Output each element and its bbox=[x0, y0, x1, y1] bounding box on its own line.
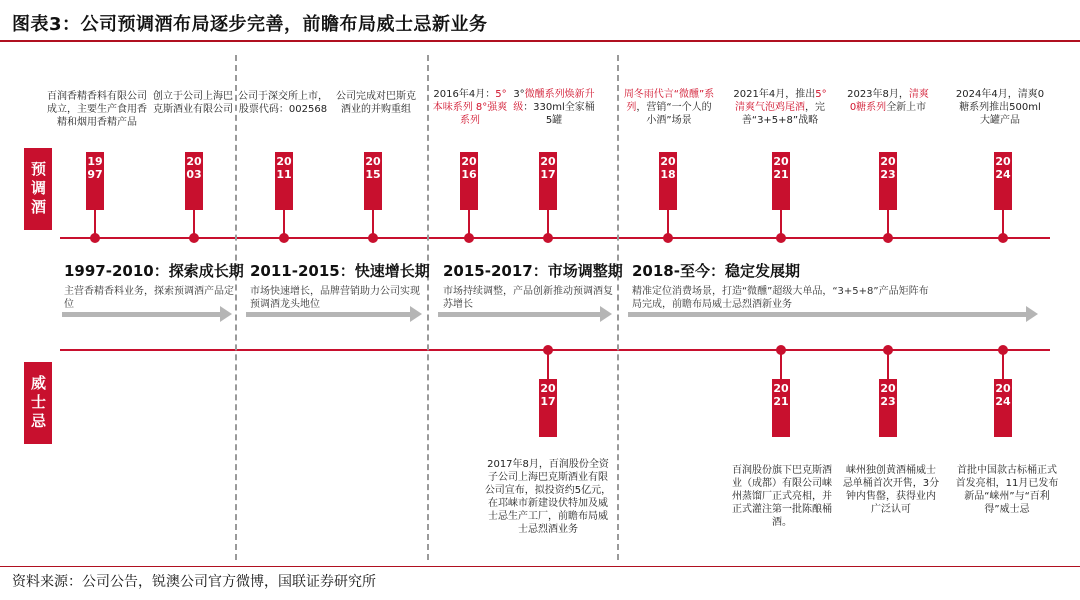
event-2016-highlight: 5°本味系列 8°强爽系列 bbox=[432, 89, 508, 126]
year-box-2011: 2011 bbox=[275, 152, 293, 210]
dot-2017 bbox=[543, 233, 553, 243]
stem-whisky-2024 bbox=[1002, 349, 1004, 379]
dot-2023 bbox=[883, 233, 893, 243]
event-2023-suffix: 全新上市 bbox=[886, 102, 927, 113]
phase-4-title: 2018-至今：稳定发展期 bbox=[632, 262, 800, 280]
phase-1-desc: 主营香精香料业务，探索预调酒产品定位 bbox=[64, 286, 234, 310]
event-2018-highlight: 周冬雨代言“微醺”系列 bbox=[623, 89, 715, 113]
title-rule bbox=[0, 40, 1080, 42]
event-2021-highlight: 5°清爽气泡鸡尾酒 bbox=[735, 89, 827, 113]
whisky-timeline bbox=[60, 349, 1050, 351]
event-note-2003: 创立于公司上海巴克斯酒业有限公司 bbox=[153, 91, 233, 115]
event-2021-suffix: ，完善“3+5+8”战略 bbox=[741, 102, 825, 126]
event-2017-prefix: 3° bbox=[513, 89, 525, 100]
phase-2-arrow-head bbox=[410, 306, 422, 322]
phase-3-title: 2015-2017：市场调整期 bbox=[443, 262, 623, 280]
event-2023-highlight: 清爽0糖系列 bbox=[849, 89, 929, 113]
source-note: 资料来源：公司公告，锐澳公司官方微博，国联证券研究所 bbox=[12, 574, 376, 590]
phase-1-arrow bbox=[62, 312, 222, 317]
whisky-note-2021: 百润股份旗下巴克斯酒业（成都）有限公司崃州蒸馏厂正式亮相，并正式灌注第一批陈酿桶酒。 bbox=[732, 465, 832, 528]
phase-3-desc: 市场持续调整，产品创新推动预调酒复苏增长 bbox=[443, 286, 613, 310]
dot-2024 bbox=[998, 233, 1008, 243]
figure-title: 图表3：公司预调酒布局逐步完善，前瞻布局威士忌新业务 bbox=[12, 14, 488, 35]
dot-2015 bbox=[368, 233, 378, 243]
event-note-2018 bbox=[622, 88, 716, 127]
phase-3-arrow-head bbox=[600, 306, 612, 322]
phase-4 bbox=[632, 260, 932, 311]
event-2017-highlight: 微醺系列焕新升级 bbox=[513, 89, 595, 113]
event-2021-prefix: 2021年4月，推出 bbox=[733, 89, 816, 100]
year-box-whisky-2024: 2024 bbox=[994, 379, 1012, 437]
row-label-whisky: 威士忌 bbox=[24, 362, 52, 444]
whisky-note-2023: 崃州独创黄酒桶威士忌单桶首次开售，3分钟内售罄，获得业内广泛认可 bbox=[842, 465, 940, 515]
phase-3-arrow bbox=[438, 312, 602, 317]
event-note-2016 bbox=[430, 88, 510, 127]
row-label-rtd-cocktail: 预调酒 bbox=[24, 148, 52, 230]
phase-1 bbox=[64, 260, 244, 311]
event-note-2023 bbox=[845, 88, 931, 114]
phase-divider-2 bbox=[427, 55, 429, 560]
phase-divider-3 bbox=[617, 55, 619, 560]
stem-whisky-2017 bbox=[547, 349, 549, 379]
year-box-2023: 2023 bbox=[879, 152, 897, 210]
dot-2018 bbox=[663, 233, 673, 243]
year-box-2024: 2024 bbox=[994, 152, 1012, 210]
event-note-2021 bbox=[730, 88, 830, 127]
stem-whisky-2021 bbox=[780, 349, 782, 379]
phase-2-desc: 市场快速增长，品牌营销助力公司实现预调酒龙头地位 bbox=[250, 286, 420, 310]
phase-2 bbox=[250, 260, 430, 311]
stem-whisky-2023 bbox=[887, 349, 889, 379]
phase-4-arrow bbox=[628, 312, 1028, 317]
rtd-timeline bbox=[60, 237, 1050, 239]
phase-4-arrow-head bbox=[1026, 306, 1038, 322]
event-note-2017 bbox=[512, 88, 596, 127]
phase-divider-1 bbox=[235, 55, 237, 560]
event-note-2011: 公司于深交所上市，股票代码：002568 bbox=[238, 91, 328, 115]
year-box-2003: 2003 bbox=[185, 152, 203, 210]
event-note-2015: 公司完成对巴斯克酒业的并购重组 bbox=[336, 91, 416, 115]
phase-3 bbox=[443, 260, 623, 311]
phase-2-arrow bbox=[246, 312, 412, 317]
event-2016-text: 2016年4月： bbox=[433, 89, 496, 100]
phase-2-title: 2011-2015：快速增长期 bbox=[250, 262, 430, 280]
year-box-2017: 2017 bbox=[539, 152, 557, 210]
year-box-2015: 2015 bbox=[364, 152, 382, 210]
event-note-2024: 2024年4月，清爽0糖系列推出500ml大罐产品 bbox=[955, 89, 1045, 126]
year-box-2016: 2016 bbox=[460, 152, 478, 210]
year-box-2018: 2018 bbox=[659, 152, 677, 210]
event-2017-suffix: ：330ml全家桶5罐 bbox=[523, 102, 595, 126]
phase-4-desc: 精准定位消费场景，打造“微醺”超级大单品，“3+5+8”产品矩阵布局完成，前瞻布局威士忌烈酒新业务 bbox=[632, 286, 929, 310]
whisky-note-2024: 首批中国款古标桶正式首发亮相，11月已发布新品“崃州”与“百利得”威士忌 bbox=[955, 465, 1059, 515]
phase-1-arrow-head bbox=[220, 306, 232, 322]
event-2018-suffix: ，营销“一个人的小酒”场景 bbox=[636, 102, 712, 126]
year-box-whisky-2021: 2021 bbox=[772, 379, 790, 437]
year-box-whisky-2017: 2017 bbox=[539, 379, 557, 437]
year-box-1997: 1997 bbox=[86, 152, 104, 210]
dot-2011 bbox=[279, 233, 289, 243]
year-box-2021: 2021 bbox=[772, 152, 790, 210]
event-2023-prefix: 2023年8月， bbox=[847, 89, 909, 100]
phase-1-title: 1997-2010：探索成长期 bbox=[64, 262, 244, 280]
year-box-whisky-2023: 2023 bbox=[879, 379, 897, 437]
footer-rule bbox=[0, 566, 1080, 567]
whisky-note-2017: 2017年8月，百润股份全资子公司上海巴克斯酒业有限公司宣布，拟投资约5亿元，在邛崃市新建设伏特加及威士忌生产工厂，前瞻布局威士忌烈酒业务 bbox=[484, 459, 612, 535]
dot-2016 bbox=[464, 233, 474, 243]
dot-1997 bbox=[90, 233, 100, 243]
dot-2021 bbox=[776, 233, 786, 243]
dot-2003 bbox=[189, 233, 199, 243]
event-note-1997: 百润香精香料有限公司成立，主要生产食用香精和烟用香精产品 bbox=[47, 91, 147, 128]
